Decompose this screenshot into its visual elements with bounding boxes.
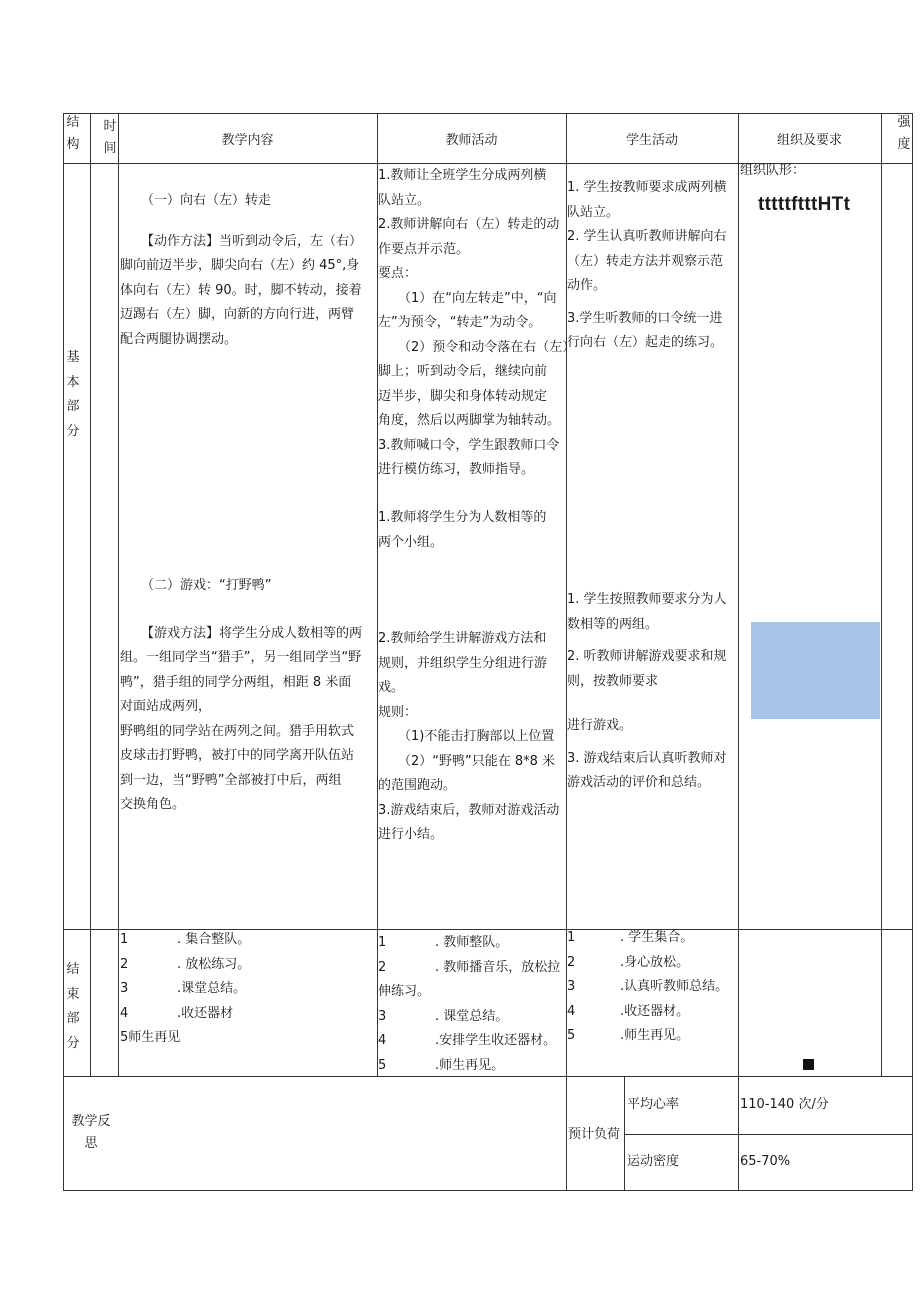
list-item: 5 .师生再见。 xyxy=(378,1057,505,1073)
content-line: 配合两腿协调摆动。 xyxy=(120,331,238,347)
col-divider-7 xyxy=(881,113,882,1077)
teacher-line: 2.教师讲解向右（左）转走的动 xyxy=(378,217,560,232)
header-teacher: 教师活动 xyxy=(445,133,498,148)
teacher-line: 2.教师给学生讲解游戏方法和 xyxy=(378,631,547,646)
density-label: 运动密度 xyxy=(627,1154,680,1169)
col-divider-1 xyxy=(90,113,91,1077)
table-border-bottom xyxy=(63,1190,913,1191)
teacher-line: 3.游戏结束后，教师对游戏活动 xyxy=(378,802,560,818)
student-line: 2. 学生认真听教师讲解向右 xyxy=(567,229,727,244)
ending-student-list xyxy=(567,926,729,1049)
teacher-line: 进行模仿练习，教师指导。 xyxy=(378,462,535,477)
org-label: 组织队形： xyxy=(740,163,806,178)
header-organization: 组织及要求 xyxy=(776,133,842,148)
col-divider-6 xyxy=(738,113,739,1191)
list-item: 3 . 课堂总结。 xyxy=(378,1008,509,1024)
teacher-line: 进行小结。 xyxy=(378,827,444,842)
teacher-line: （2）预令和动令落在右（左） xyxy=(398,339,576,355)
list-item: 3 .课堂总结。 xyxy=(120,981,247,996)
list-item: 2 . 教师播音乐，放松拉 xyxy=(378,959,561,975)
content-line: 迈踢右（左）脚，向新的方向行进，两臂 xyxy=(120,307,355,322)
teacher-line: 队站立。 xyxy=(378,192,431,208)
content-line: 对面站成两列， xyxy=(120,699,212,714)
teacher-line: （1)不能击打胸部以上位置 xyxy=(398,729,555,744)
content-line: 【游戏方法】将学生分成人数相等的两 xyxy=(141,625,363,641)
student-line: 游戏活动的评价和总结。 xyxy=(567,775,711,790)
teacher-line: 规则： xyxy=(378,704,418,720)
content-line: 【动作方法】当听到动令后，左（右） xyxy=(141,233,363,249)
list-item: 4 .安排学生收还器材。 xyxy=(378,1033,557,1048)
formation-diagram: tttttftttHTt xyxy=(758,194,851,215)
student-line: 进行游戏。 xyxy=(567,718,633,733)
basic-section-label: 基 本 部 分 xyxy=(66,350,80,439)
load-label: 预计负荷 xyxy=(568,1127,621,1142)
student-line: 队站立。 xyxy=(567,204,620,220)
content-line: （一）向右（左）转走 xyxy=(141,193,272,208)
content-line: 组。一组同学当“猎手”，另一组同学当“野 xyxy=(120,650,362,665)
list-item: 1 . 教师整队。 xyxy=(378,935,509,950)
list-item: 1 . 集合整队。 xyxy=(120,932,251,947)
content-line: 皮球击打野鸭，被打中的同学离开队伍站 xyxy=(120,748,355,763)
student-line: （左）转走方法并观察示范 xyxy=(567,253,724,269)
teacher-line: （1）在“向左转走”中，“向 xyxy=(398,290,557,306)
basic-student-game xyxy=(567,588,727,796)
list-item: 伸练习。 xyxy=(378,984,431,999)
teacher-line: 1.教师让全班学生分成两列横 xyxy=(378,168,547,183)
header-structure: 结 构 xyxy=(66,115,80,152)
teacher-line: 规则，并组织学生分组进行游 xyxy=(378,655,548,671)
table-border-right xyxy=(912,113,913,1191)
teacher-line: 角度，然后以两脚掌为轴转动。 xyxy=(378,413,561,428)
teacher-line: 迈半步，脚尖和身体转动规定 xyxy=(378,388,548,404)
student-line: 行向右（左）起走的练习。 xyxy=(567,335,724,350)
basic-teacher-game xyxy=(378,627,559,848)
student-line: 动作。 xyxy=(567,278,607,293)
student-line: 1. 学生按照教师要求分为人 xyxy=(567,592,727,607)
basic-content xyxy=(120,189,362,352)
square-marker-icon xyxy=(803,1059,814,1070)
basic-teacher-activities xyxy=(378,164,575,483)
table-border-top xyxy=(63,113,913,114)
col-divider-5 xyxy=(624,1076,625,1191)
teacher-line: 作要点并示范。 xyxy=(378,241,470,257)
basic-student-activities xyxy=(567,176,727,356)
list-item: 4 .收还器材 xyxy=(120,1005,234,1021)
density-value: 65-70% xyxy=(740,1154,791,1169)
student-line: 2. 听教师讲解游戏要求和规 xyxy=(567,649,727,664)
header-intensity: 强 度 xyxy=(897,115,911,152)
teacher-line: 两个小组。 xyxy=(378,534,444,550)
teacher-line: 要点： xyxy=(378,266,418,281)
ending-content-list xyxy=(120,928,251,1051)
student-line: 数相等的两组。 xyxy=(567,616,659,632)
content-line: 鸭”，猎手组的同学分两组，相距 8 米面 xyxy=(120,674,352,690)
content-line: 脚向前迈半步，脚尖向右（左）约 45°,身 xyxy=(120,258,360,273)
content-line: （二）游戏：“打野鸭” xyxy=(141,578,272,593)
header-time: 时 间 xyxy=(103,119,117,156)
reflection-label: 教学反 思 xyxy=(71,1114,111,1151)
list-item: 1 . 学生集合。 xyxy=(567,930,694,945)
ending-teacher-list xyxy=(378,931,561,1078)
basic-game-content xyxy=(120,574,362,818)
content-line: 到一边，当“野鸭”全部被打中后，两组 xyxy=(120,772,342,788)
list-item: 3 .认真听教师总结。 xyxy=(567,979,729,994)
list-item: 2 .身心放松。 xyxy=(567,954,690,970)
footer-mid-divider xyxy=(624,1134,913,1135)
teacher-line: 左”为预令，“转走”为动令。 xyxy=(378,315,542,330)
student-line: 3. 游戏结束后认真听教师对 xyxy=(567,750,727,766)
ending-section-label: 结 束 部 分 xyxy=(66,962,80,1051)
col-divider-2 xyxy=(118,113,119,1077)
heart-rate-label: 平均心率 xyxy=(627,1097,680,1112)
teacher-line: 的范围跑动。 xyxy=(378,778,457,793)
list-item: 4 .收还器材。 xyxy=(567,1003,690,1019)
teacher-line: 1.教师将学生分为人数相等的 xyxy=(378,510,547,525)
list-item: 5 .师生再见。 xyxy=(567,1028,690,1043)
student-line: 3.学生听教师的口令统一进 xyxy=(567,310,723,326)
header-content: 教学内容 xyxy=(221,133,274,148)
student-line: 则，按教师要求 xyxy=(567,673,659,689)
teacher-line: 3.教师喊口令，学生跟教师口令 xyxy=(378,437,560,453)
field-diagram xyxy=(751,622,880,719)
list-item: 5师生再见 xyxy=(120,1030,181,1045)
basic-teacher-grouping xyxy=(378,506,546,555)
teacher-line: （2）“野鸭”只能在 8*8 米 xyxy=(398,753,556,769)
content-line: 交换角色。 xyxy=(120,797,186,812)
heart-rate-value: 110-140 次/分 xyxy=(740,1097,829,1112)
content-line: 体向右（左）转 90。时，脚不转动，接着 xyxy=(120,282,362,298)
student-line: 1. 学生按教师要求成两列横 xyxy=(567,180,727,195)
teacher-line: 戏。 xyxy=(378,680,405,695)
teacher-line: 脚上；听到动令后，继续向前 xyxy=(378,364,548,379)
header-student: 学生活动 xyxy=(625,133,678,148)
list-item: 2 . 放松练习。 xyxy=(120,956,251,972)
content-line: 野鸭组的同学站在两列之间。猎手用软式 xyxy=(120,723,355,739)
